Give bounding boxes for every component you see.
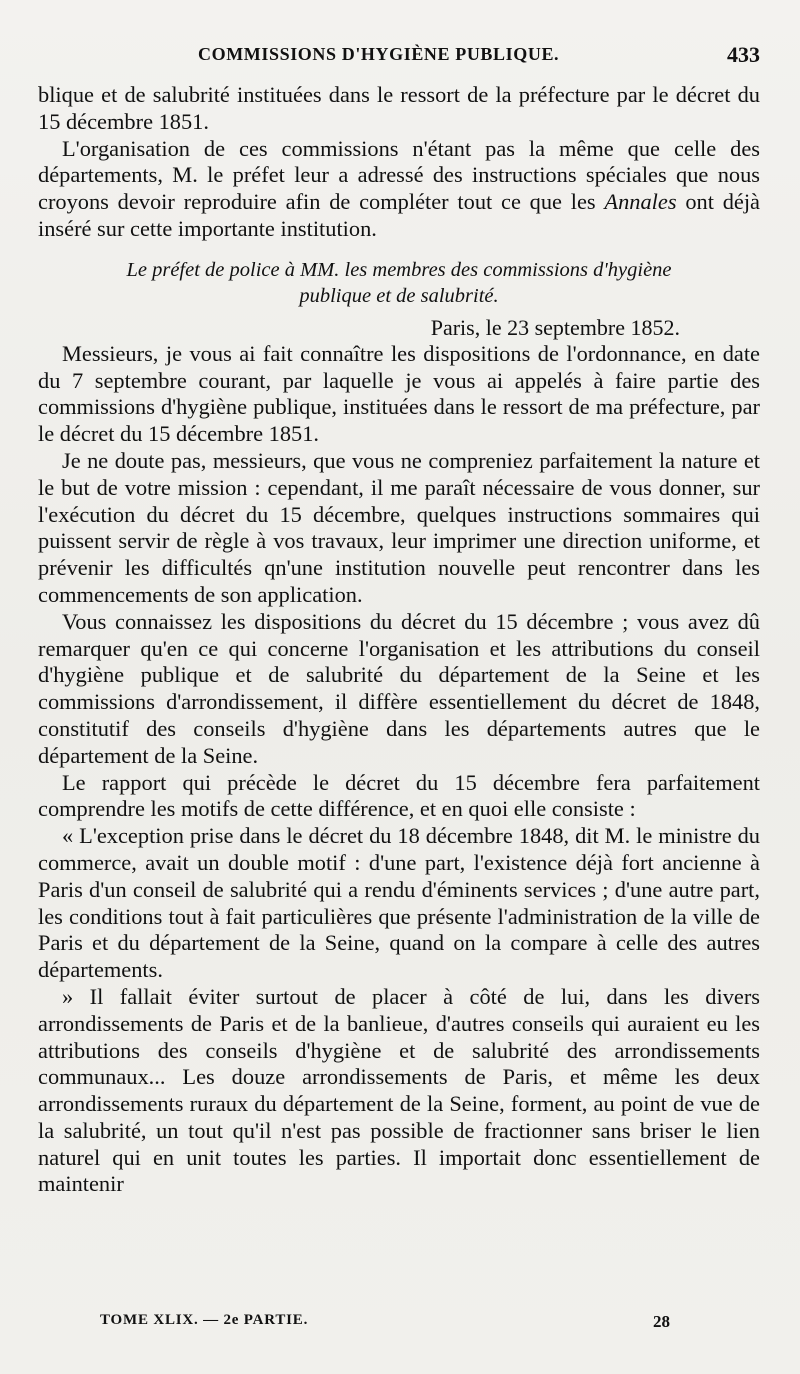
letter-body bbox=[38, 341, 760, 1199]
dateline: Paris, le 23 septembre 1852. bbox=[430, 314, 680, 340]
letter-paragraph: Je ne doute pas, messieurs, que vous ne compreniez parfaitement la nature et le but de votre mission : cependant, il me paraît nécessaire de vous donner, sur l'exécution du décret du 15 décembre, quelques instructions sommaires qui puissent servir de règle à vos travaux, leur imprimer une direction uniforme, et prévenir les difficultés qn'une institution nouvelle peut rencontrer dans les commencements de son application. bbox=[38, 447, 760, 607]
paragraph-intro bbox=[38, 136, 760, 243]
quoted-paragraph: » Il fallait éviter surtout de placer à côté de lui, dans les divers arrondissements de Paris et de la banlieue, d'autres conseils qui auraient eu les attributions des conseils d'hygiène et de salubrité des arrondissements communaux... Les douze arrondissements de Paris, et même les deux arrondissements ruraux du département de la Seine, forment, au point de vue de la salubrité, un tout qu'il n'est pas possible de fractionner sans briser le lien naturel qui en unit toutes les parties. Il importait donc essentiellement de maintenir bbox=[38, 983, 760, 1197]
running-head bbox=[38, 38, 760, 82]
volume-line: TOME XLIX. — 2e PARTIE. bbox=[100, 1312, 309, 1328]
intro-text-start: L'organisation de ces commissions n'étant pas la même que celle des départements, M. le préfet leur a adressé des instructions spéciales que nous croyons devoir reproduire afin de compléter tout ce que les bbox=[38, 135, 760, 215]
letter-heading-line-1: Le préfet de police à MM. les membres des commissions d'hygiène bbox=[126, 258, 672, 281]
signature-mark: 28 bbox=[653, 1312, 670, 1331]
quoted-paragraph: « L'exception prise dans le décret du 18 décembre 1848, dit M. le ministre du commerce, avait un double motif : d'une part, l'existence déjà fort ancienne à Paris d'un conseil de salubrité qui a rendu d'éminents services ; d'une autre part, les conditions tout à fait particulières que présente l'administration de la ville de Paris et du département de la Seine, quand on la compare à celle des autres départements. bbox=[38, 823, 760, 983]
letter-heading-line-2: publique et de salubrité. bbox=[299, 284, 499, 307]
letter-paragraph: Le rapport qui précède le décret du 15 décembre fera parfaitement comprendre les motifs de cette différence, et en quoi elle consiste : bbox=[38, 769, 760, 822]
paragraph-continued: blique et de salubrité instituées dans le ressort de la préfecture par le décret du 15 décembre 1851. bbox=[38, 82, 760, 134]
letter-paragraph: Messieurs, je vous ai fait connaître les dispositions de l'ordonnance, en date du 7 septembre courant, par laquelle je vous ai appelés à faire partie des commissions d'hygiène publique, instituées dans le ressort de ma préfecture, par le décret du 15 décembre 1851. bbox=[38, 340, 760, 447]
letter-heading bbox=[38, 257, 760, 309]
intro-text-end: ont déjà inséré sur cette importante institution. bbox=[38, 189, 760, 241]
letter-paragraph: Vous connaissez les dispositions du décret du 15 décembre ; vous avez dû remarquer qu'en ce qui concerne l'organisation et les attributions du conseil d'hygiène publique et de salubrité du département de la Seine et les commissions d'arrondissement, il diffère essentiellement du décret de 1848, constitutif des conseils d'hygiène dans les départements autres que le département de la Seine. bbox=[38, 608, 760, 768]
journal-title: Annales bbox=[604, 189, 677, 215]
body-text bbox=[38, 82, 760, 243]
page-footer bbox=[100, 1312, 670, 1332]
page-number: 433 bbox=[727, 42, 760, 67]
running-title: COMMISSIONS D'HYGIÈNE PUBLIQUE. bbox=[198, 44, 560, 64]
